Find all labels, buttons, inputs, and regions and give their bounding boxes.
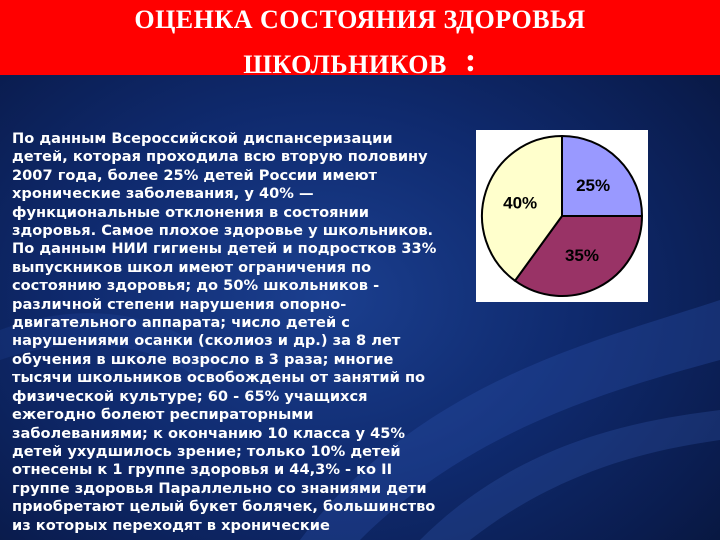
pie-slice-label-3: 40% [503, 193, 538, 213]
title-banner [0, 0, 720, 79]
slide-title-word: ШКОЛЬНИКОВ [243, 50, 447, 79]
slide-title-line-2 [0, 44, 720, 82]
pie-chart [476, 130, 648, 302]
pie-slice-label-2: 35% [564, 246, 599, 266]
pie-chart-frame [476, 130, 648, 302]
pie-slice-label-1: 25% [576, 175, 611, 195]
title-colon: : [464, 42, 477, 79]
slide-title-line-1: ОЦЕНКА СОСТОЯНИЯ ЗДОРОВЬЯ [134, 5, 586, 34]
body-paragraph: По данным Всероссийской диспансеризации детей, которая проходила всю вторую половину 2007 года, более 25% детей России имеют хронические заболевания, у 40% — функциональные отклонения в состоянии здоровья. Самое плохое здоровье у школьников. По данным НИИ гигиены детей и подростков 33% выпускников школ имеют ограничения по состоянию здоровья; до 50% школьников - различной степени нарушения опорно- двигательного аппарата; число детей с нарушениями осанки (сколиоз и др.) за 8 лет обучения в школе возросло в 3 раза; многие тысячи школьников освобождены от занятий по физической культуре; 60 - 65% учащихся ежегодно болеют респираторными заболеваниями; к окончанию 10 класса у 45% детей ухудшилось зрение; только 10% детей отнесены к 1 группе здоровья и 44,3% - ко II группе здоровья Параллельно со знаниями дети приобретают целый букет болячек, большинство из которых переходят в хронические [12, 130, 437, 534]
